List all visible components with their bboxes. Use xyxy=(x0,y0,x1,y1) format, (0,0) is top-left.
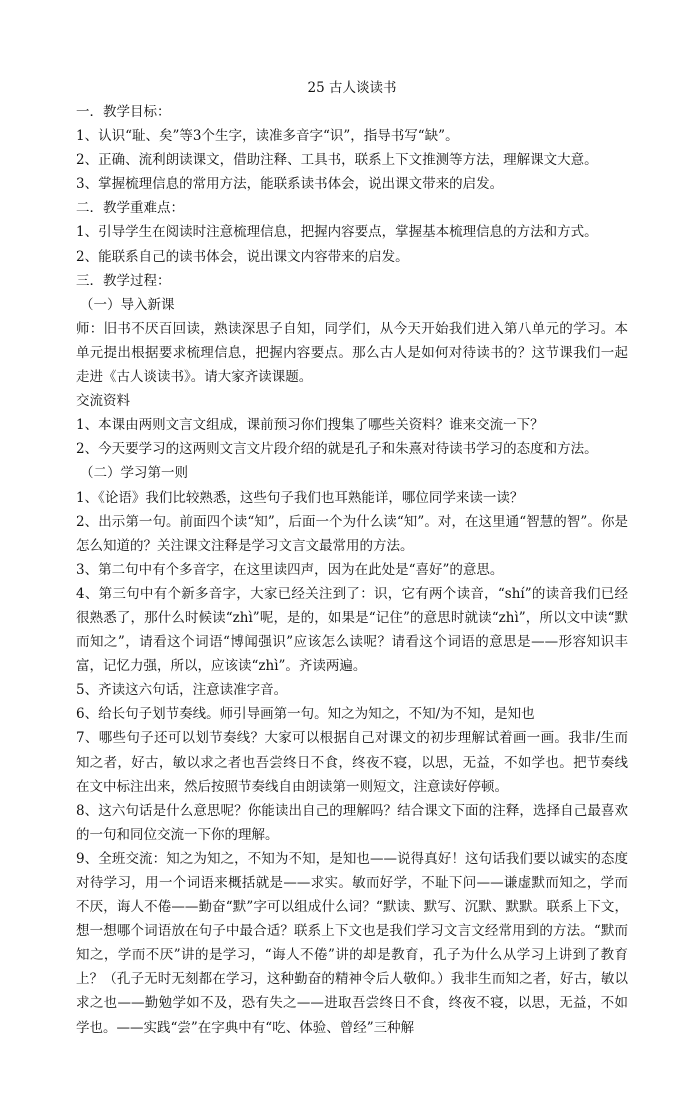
paragraph: 2、今天要学习的这两则文言文片段介绍的就是孔子和朱熹对待读书学习的态度和方法。 xyxy=(76,441,598,458)
paragraph: 9、全班交流：知之为知之，不知为不知，是知也——说得真好！这句话我们要以诚实的态度对待学习，用一个词语来概括就是——求实。敏而好学，不耻下问——谦虚默而知之，学而不厌，诲人不倦——勤奋“默”字可以组成什么词？“默读、默写、沉默、默默。联系上下文，想一想哪个词语放在句子中最合适？联系上下文也是我们学习文言文经常用到的方法。“默而知之，学而不厌”讲的是学习，“诲人不倦”讲的却是教育，孔子为什么从学习上讲到了教育上？（孔子无时无刻都在学习，这种勤奋的精神令后人敬仰。）我非生而知之者，好古，敏以求之也——勤勉学如不及，恐有失之——进取吾尝终日不食，终夜不寝，以思，无益，不如学也。——实践“尝”在字典中有“吃、体验、曾经”三种解 xyxy=(76,850,628,1036)
page-title: 25 古人谈读书 xyxy=(307,80,397,96)
paragraph: 4、第三句中有个新多音字，大家已经关注到了：识，它有两个读音，“shí”的读音我们已经很熟悉了，那什么时候读“zhì”呢，是的，如果是“记住”的意思时就读“zhì”，所以文中读“默而知之”，请看这个词语“博闻强识”应该怎么读呢？请看这个词语的意思是——形容知识丰富，记忆力强，所以，应该读“zhì”。齐读两遍。 xyxy=(76,585,628,675)
paragraph: 6、给长句子划节奏线。师引导画第一句。知之为知之，不知/为不知，是知也 xyxy=(76,706,535,723)
paragraph: 2、正确、流利朗读课文，借助注释、工具书，联系上下文推测等方法，理解课文大意。 xyxy=(76,152,598,169)
paragraph: 5、齐读这六句话，注意读准字音。 xyxy=(76,682,288,699)
section-heading-process: 三．教学过程： xyxy=(76,272,171,289)
section-heading-key-points: 二．教学重难点： xyxy=(76,200,184,217)
paragraph: 2、出示第一句。前面四个读“知”，后面一个为什么读“知”。对，在这里通“智慧的智”。你是怎么知道的？关注课文注释是学习文言文最常用的方法。 xyxy=(76,513,628,554)
subsection-heading-intro: （一）导入新课 xyxy=(80,296,175,313)
paragraph: 3、掌握梳理信息的常用方法，能联系读书体会，说出课文带来的启发。 xyxy=(76,176,504,193)
subsection-heading-first-text: （二）学习第一则 xyxy=(80,465,188,482)
paragraph: 8、这六句话是什么意思呢？你能读出自己的理解吗？结合课文下面的注释，选择自己最喜欢的一句和同位交流一下你的理解。 xyxy=(76,802,628,843)
subsection-label-materials: 交流资料 xyxy=(76,393,130,410)
paragraph: 1、本课由两则文言文组成，课前预习你们搜集了哪些关资料？谁来交流一下？ xyxy=(76,417,544,434)
paragraph: 1、认识“耻、矣”等3个生字，读准多音字“识”，指导书写“缺”。 xyxy=(76,128,459,145)
section-heading-objectives: 一．教学目标： xyxy=(76,104,171,120)
paragraph: 3、第二句中有个多音字，在这里读四声，因为在此处是“喜好”的意思。 xyxy=(76,561,504,578)
document-body xyxy=(76,76,628,1040)
paragraph: 1、《论语》我们比较熟悉，这些句子我们也耳熟能详，哪位同学来读一读？ xyxy=(76,489,524,506)
paragraph: 师：旧书不厌百回读，熟读深思子自知，同学们，从今天开始我们进入第八单元的学习。本单元提出根据要求梳理信息，把握内容要点。那么古人是如何对待读书的？这节课我们一起走进《古人谈读书》。请大家齐读课题。 xyxy=(76,320,628,386)
paragraph: 2、能联系自己的读书体会，说出课文内容带来的启发。 xyxy=(76,248,409,265)
paragraph: 7、哪些句子还可以划节奏线？大家可以根据自己对课文的初步理解试着画一画。我非/生而知之者，好古，敏以求之者也吾尝终日不食，终夜不寝，以思，无益，不如学也。把节奏线在文中标注出来，然后按照节奏线自由朗读第一则短文，注意读好停顿。 xyxy=(76,730,628,795)
paragraph: 1、引导学生在阅读时注意梳理信息，把握内容要点，掌握基本梳理信息的方法和方式。 xyxy=(76,224,598,241)
